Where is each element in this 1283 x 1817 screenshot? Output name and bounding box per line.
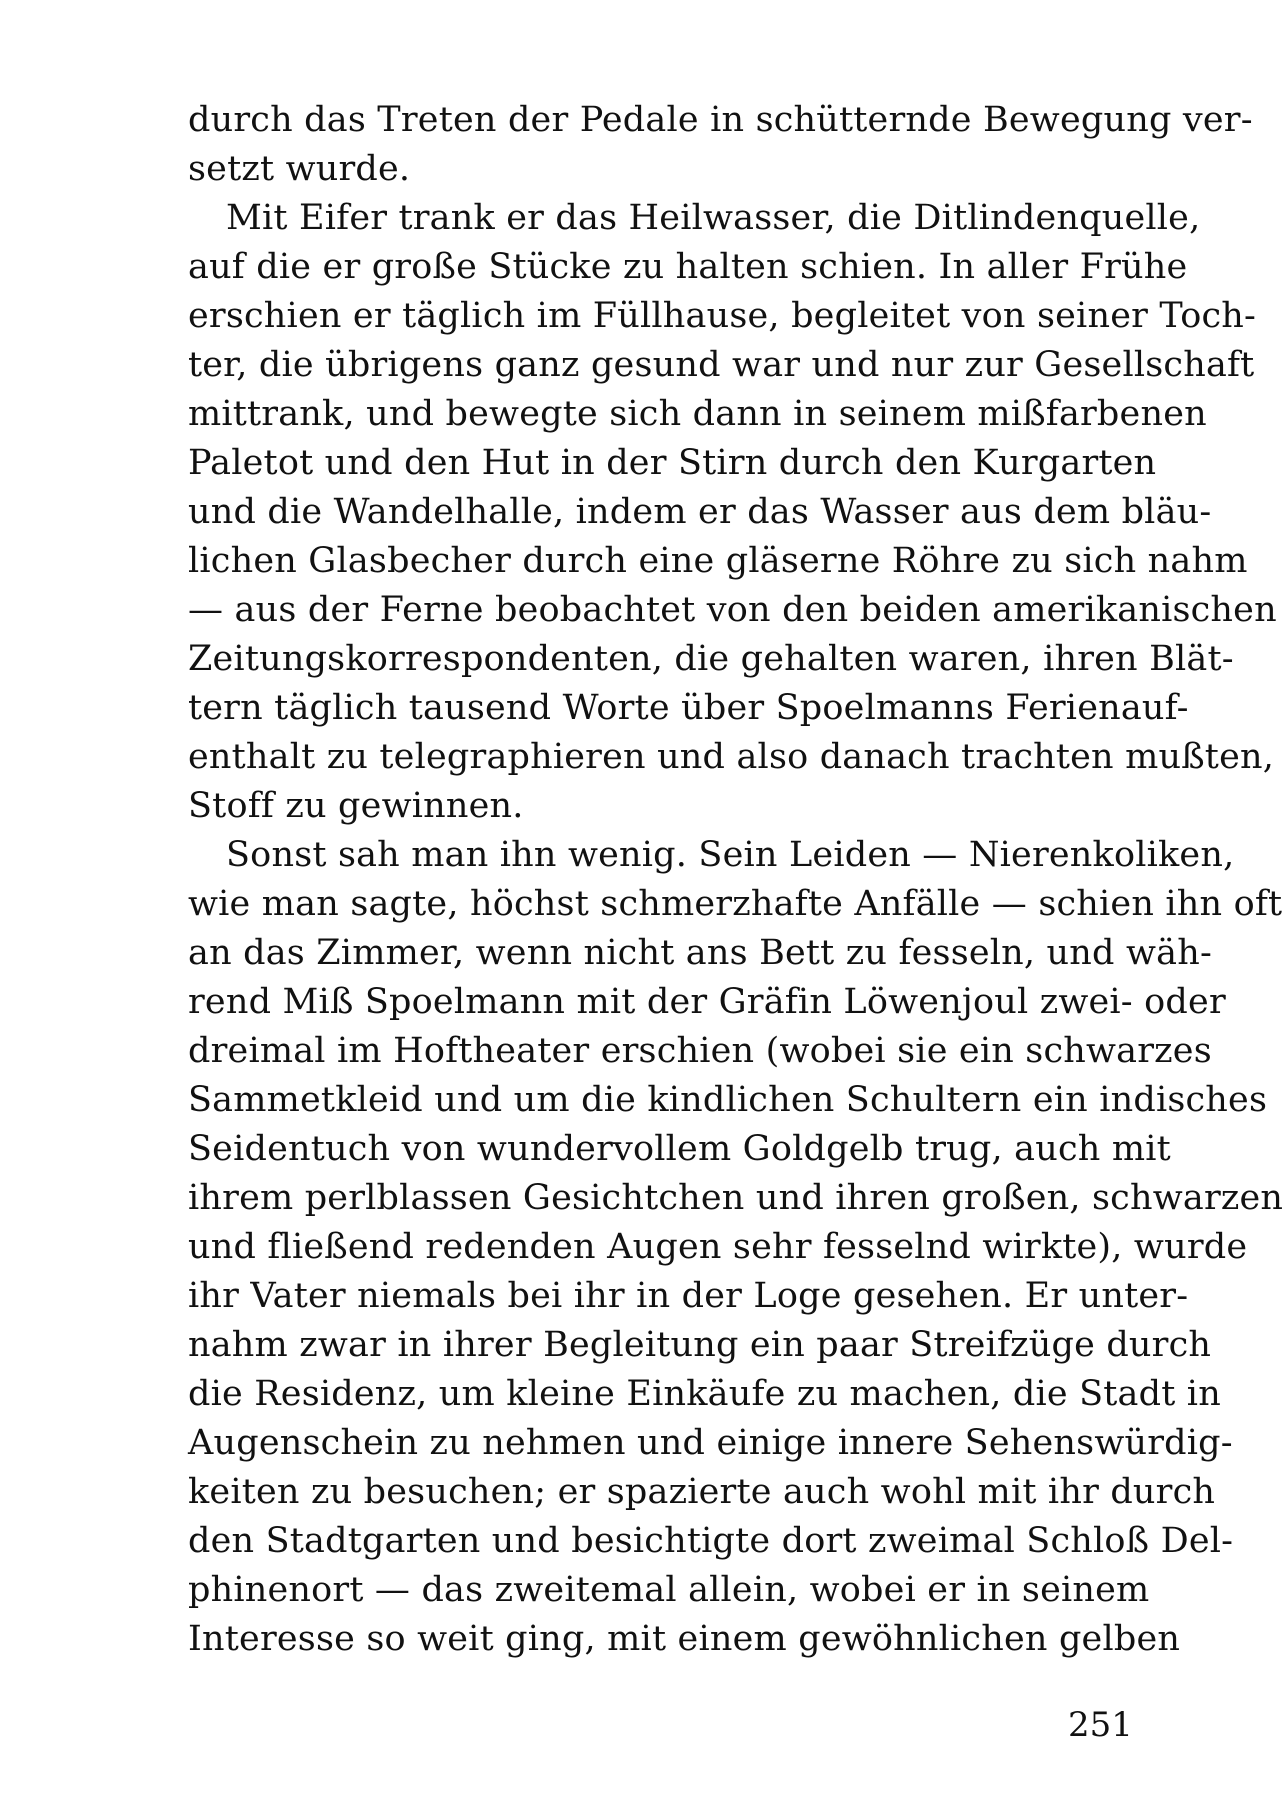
text-line: an das Zimmer, wenn nicht ans Bett zu fesseln, und wäh-: [188, 933, 1212, 973]
text-line: die Residenz, um kleine Einkäufe zu machen, die Stadt in: [188, 1374, 1221, 1414]
text-line: mittrank, und bewegte sich dann in seinem mißfarbenen: [188, 394, 1207, 434]
text-line: Seidentuch von wundervollem Goldgelb trug, auch mit: [188, 1129, 1171, 1169]
text-line: keiten zu besuchen; er spazierte auch wohl mit ihr durch: [188, 1472, 1216, 1512]
text-line: den Stadtgarten und besichtigte dort zweimal Schloß Del-: [188, 1521, 1234, 1561]
text-line: auf die er große Stücke zu halten schien. In aller Frühe: [188, 247, 1188, 287]
text-line: ter, die übrigens ganz gesund war und nur zur Gesellschaft: [188, 345, 1255, 385]
body-text: [188, 96, 1283, 1664]
text-line: phinenort — das zweitemal allein, wobei er in seinem: [188, 1570, 1150, 1610]
text-line: dreimal im Hoftheater erschien (wobei sie ein schwarzes: [188, 1031, 1212, 1071]
text-line: lichen Glasbecher durch eine gläserne Röhre zu sich nahm: [188, 541, 1248, 581]
text-line: ihr Vater niemals bei ihr in der Loge gesehen. Er unter-: [188, 1276, 1189, 1316]
text-line: — aus der Ferne beobachtet von den beiden amerikanischen: [188, 590, 1277, 630]
page-number: 251: [1068, 1705, 1133, 1745]
text-line: durch das Treten der Pedale in schütternde Bewegung ver-: [188, 100, 1253, 140]
text-line: erschien er täglich im Füllhause, begleitet von seiner Toch-: [188, 296, 1257, 336]
text-line: nahm zwar in ihrer Begleitung ein paar Streifzüge durch: [188, 1325, 1212, 1365]
text-line: Augenschein zu nehmen und einige innere Sehenswürdig-: [188, 1423, 1233, 1463]
text-line: und die Wandelhalle, indem er das Wasser aus dem bläu-: [188, 492, 1212, 532]
text-line: Paletot und den Hut in der Stirn durch den Kurgarten: [188, 443, 1157, 483]
text-line: enthalt zu telegraphieren und also danach trachten mußten,: [188, 737, 1275, 777]
text-line: ihrem perlblassen Gesichtchen und ihren großen, schwarzen: [188, 1178, 1283, 1218]
text-line: und fließend redenden Augen sehr fesselnd wirkte), wurde: [188, 1227, 1248, 1267]
text-line: rend Miß Spoelmann mit der Gräfin Löwenjoul zwei- oder: [188, 982, 1226, 1022]
text-line: Sonst sah man ihn wenig. Sein Leiden — Nierenkoliken,: [226, 835, 1235, 875]
text-line: setzt wurde.: [188, 149, 411, 189]
text-line: Mit Eifer trank er das Heilwasser, die Ditlindenquelle,: [226, 198, 1201, 238]
text-line: tern täglich tausend Worte über Spoelmanns Ferienauf-: [188, 688, 1189, 728]
text-line: Zeitungskorrespondenten, die gehalten waren, ihren Blät-: [188, 639, 1234, 679]
text-line: wie man sagte, höchst schmerzhafte Anfälle — schien ihn oft: [188, 884, 1283, 924]
text-line: Interesse so weit ging, mit einem gewöhnlichen gelben: [188, 1619, 1181, 1659]
text-line: Sammetkleid und um die kindlichen Schultern ein indisches: [188, 1080, 1268, 1120]
text-line: Stoff zu gewinnen.: [188, 786, 524, 826]
